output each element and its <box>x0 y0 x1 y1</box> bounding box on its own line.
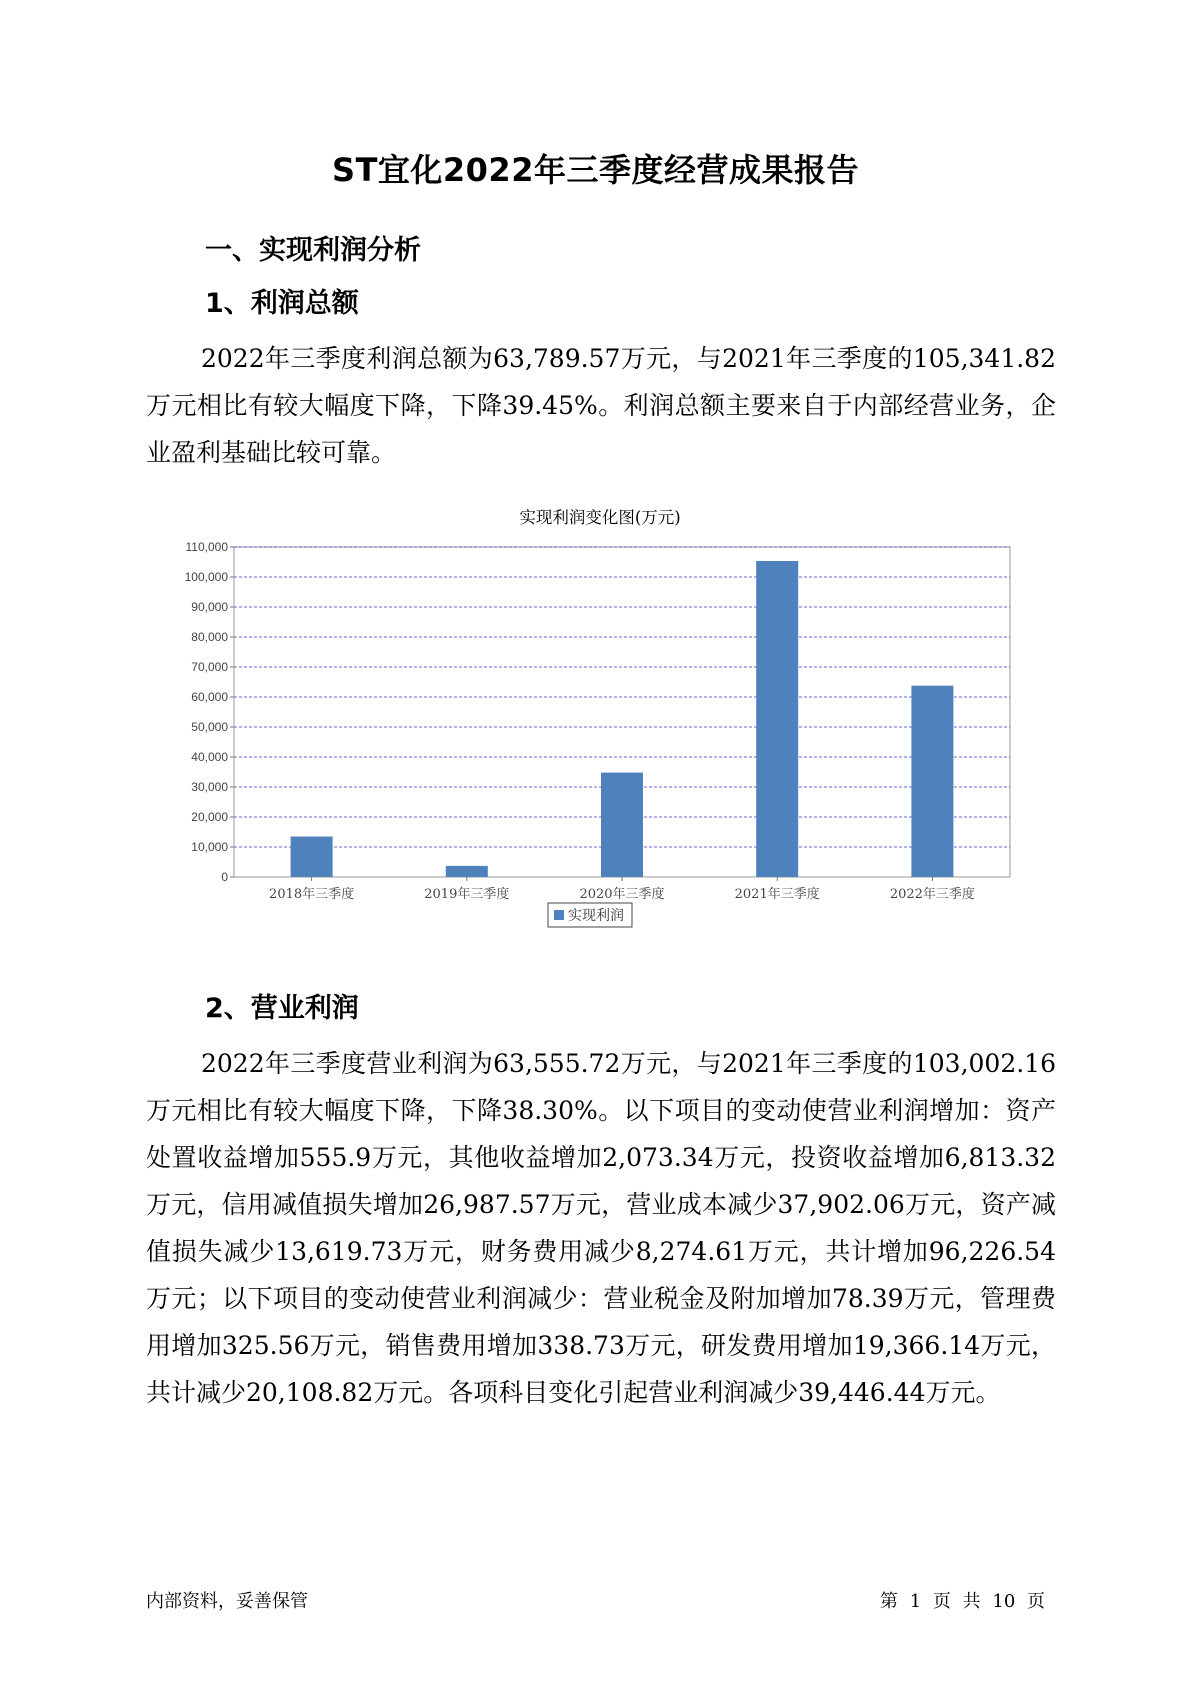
subsection-heading-operating-profit: 2、营业利润 <box>205 993 359 1024</box>
subsection-heading-total-profit: 1、利润总额 <box>205 288 359 319</box>
bar <box>756 561 798 877</box>
operating-profit-paragraph: 2022年三季度营业利润为63,555.72万元，与2021年三季度的103,002.16万元相比有较大幅度下降，下降38.30%。以下项目的变动使营业利润增加：资产处置收益增加555.9万元，其他收益增加2,073.34万元，投资收益增加6,813.32万元，信用减值损失增加26,987.57万元，营业成本减少37,902.06万元，资产减值损失减少13,619.73万元，财务费用减少8,274.61万元，共计增加96,226.54万元；以下项目的变动使营业利润减少：营业税金及附加增加78.39万元，管理费用增加325.56万元，销售费用增加338.73万元，研发费用增加19,366.14万元，共计减少20,108.82万元。各项科目变化引起营业利润减少39,446.44万元。 <box>146 1049 1056 1407</box>
legend-label: 实现利润 <box>568 908 624 924</box>
bar <box>446 866 488 877</box>
x-tick-label: 2019年三季度 <box>424 887 510 902</box>
y-tick-label: 40,000 <box>191 750 228 764</box>
y-tick-label: 100,000 <box>184 570 228 584</box>
x-tick-label: 2021年三季度 <box>734 887 820 902</box>
chart-title: 实现利润变化图(万元) <box>519 508 681 527</box>
bar <box>291 837 333 878</box>
section-heading-profit-analysis: 一、实现利润分析 <box>205 235 421 266</box>
bar <box>911 686 953 877</box>
y-tick-label: 20,000 <box>191 810 228 824</box>
x-tick-label: 2022年三季度 <box>889 887 975 902</box>
y-tick-label: 50,000 <box>191 720 228 734</box>
x-tick-label: 2020年三季度 <box>579 887 665 902</box>
y-tick-label: 110,000 <box>185 540 228 554</box>
y-tick-label: 10,000 <box>191 840 228 854</box>
y-tick-label: 80,000 <box>191 630 228 644</box>
y-tick-label: 30,000 <box>191 780 228 794</box>
y-tick-label: 60,000 <box>191 690 228 704</box>
footer-confidential-note: 内部资料，妥善保管 <box>146 1591 308 1612</box>
y-tick-label: 90,000 <box>191 600 228 614</box>
profit-bar-chart <box>150 530 1050 950</box>
y-tick-label: 70,000 <box>191 660 228 674</box>
footer-page-number: 第 1 页 共 10 页 <box>880 1591 1045 1612</box>
document-title: ST宜化2022年三季度经营成果报告 <box>332 151 859 189</box>
bar <box>601 773 643 877</box>
total-profit-paragraph: 2022年三季度利润总额为63,789.57万元，与2021年三季度的105,341.82万元相比有较大幅度下降，下降39.45%。利润总额主要来自于内部经营业务，企业盈利基础比较可靠。 <box>146 344 1056 467</box>
y-tick-label: 0 <box>221 870 228 884</box>
x-tick-label: 2018年三季度 <box>269 887 355 902</box>
legend-swatch <box>554 910 564 920</box>
